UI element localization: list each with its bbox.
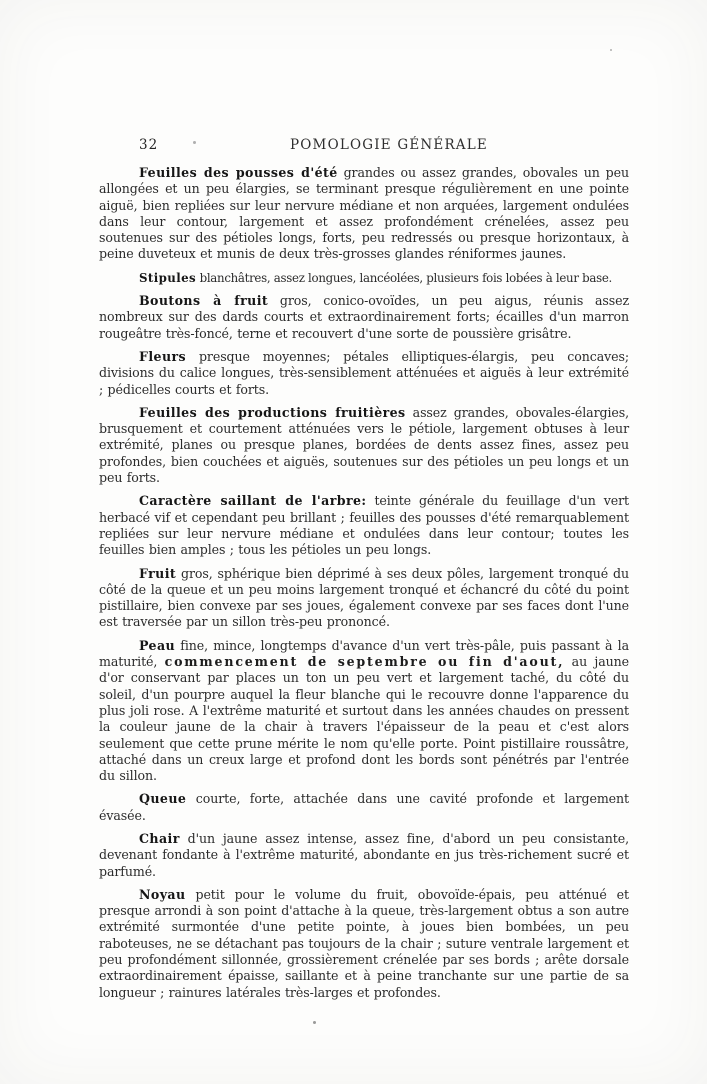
scan-speck — [610, 49, 612, 51]
paragraph-text: assez grandes, obovales-élargies, brusquement et courtement atténuées vers le pétiole, largement obtuses à leur extrémité, planes ou presque planes, bordées de dents assez fines, assez peu profondes, bien couchées et aiguës, soutenues sur des pétioles un peu longs et un peu forts. — [99, 404, 629, 486]
paragraph-chair — [99, 831, 629, 880]
paragraph-fruit — [99, 566, 629, 631]
paragraph-caractere-saillant-de-larbre — [99, 493, 629, 558]
paragraph-lead: Caractère saillant de l'arbre: — [139, 493, 367, 509]
paragraph-feuilles-des-pousses-dete — [99, 165, 629, 263]
paragraph-lead: Boutons à fruit — [139, 293, 269, 309]
paragraph-lead: Fleurs — [139, 348, 187, 364]
page-number: 32 — [139, 137, 159, 153]
paragraph-lead: Queue — [139, 791, 187, 807]
running-head — [99, 137, 629, 154]
running-title: POMOLOGIE GÉNÉRALE — [290, 137, 488, 153]
paragraph-lead: Noyau — [139, 886, 186, 902]
paragraph-text: gros, sphérique bien déprimé à ses deux pôles, largement tronqué du côté de la queue et un peu moins largement tronqué et échancré du côté du point pistillaire, bien convexe par ses joues, également convexe par ses faces dont l'une est traversée par un sillon très-peu prononcé. — [99, 565, 629, 630]
paragraph-boutons-a-fruit — [99, 293, 629, 342]
paragraph-lead: Fruit — [139, 565, 177, 581]
paragraph-text-after-emphasis: au jaune d'or conservant par places un ton un peu vert et largement taché, du côté du soleil, d'un pourpre auquel la fleur blanche qui le recouvre donne l'apparence du plus joli rose. A l'extrême maturité et surtout dans les années chaudes on pressent la couleur jaune de la chair à travers l'épaisseur de la peau et c'est alors seulement que cette prune mérite le nom qu'elle porte. Point pistillaire roussâtre, attaché dans un creux large et profond dont les bords sont pénétrés par l'entrée du sillon. — [99, 654, 629, 784]
paragraph-queue — [99, 791, 629, 824]
paragraph-text: blanchâtres, assez longues, lancéolées, plusieurs fois lobées à leur base. — [199, 270, 613, 285]
paragraph-lead: Feuilles des productions fruitières — [139, 404, 406, 420]
paragraph-text: d'un jaune assez intense, assez fine, d'abord un peu consistante, devenant fondante à l'extrême maturité, abondante en jus très-richement sucré et parfumé. — [99, 830, 629, 879]
scan-speck — [313, 1021, 316, 1024]
text-column — [99, 137, 629, 1001]
paragraph-peau — [99, 638, 629, 785]
paragraph-lead: Chair — [139, 830, 180, 846]
paragraph-lead: Feuilles des pousses d'été — [139, 165, 338, 180]
paragraph-text-before-emphasis: fine, mince, longtemps d'avance d'un vert très-pâle, puis passant à la maturité, — [99, 637, 630, 670]
paragraph-text: courte, forte, attachée dans une cavité profonde et largement évasée. — [99, 791, 630, 823]
paragraph-text: gros, conico-ovoïdes, un peu aigus, réunis assez nombreux sur des dards courts et extraordinairement forts; écailles d'un marron rougeâtre très-foncé, terne et recouvert d'une sorte de poussière grisâtre. — [99, 293, 630, 341]
paragraph-text: grandes ou assez grandes, obovales un peu allongées et un peu élargies, se terminant presque régulièrement en une pointe aiguë, bien repliées sur leur nervure médiane et non arquées, largement ondulées dans leur contour, largement et assez profondément crénelées, assez peu soutenues sur des pétioles longs, forts, peu redressés ou presque horizontaux, à peine duveteux et munis de deux très-grosses glandes réniformes jaunes. — [99, 165, 629, 262]
paragraph-lead: Stipules — [139, 270, 197, 285]
paragraph-emphasis: commencement de septembre ou fin d'aout, — [164, 654, 565, 670]
paragraph-fleurs — [99, 349, 629, 398]
paragraph-text: teinte générale du feuillage d'un vert herbacé vif et cependant peu brillant ; feuilles des pousses d'été remarquablement repliées sur leur nervure médiane et ondulées dans leur contour; toutes les feuilles bien amples ; tous les pétioles un peu longs. — [99, 493, 629, 558]
paragraph-lead: Peau — [139, 637, 176, 653]
paragraph-noyau — [99, 887, 629, 1001]
paragraph-feuilles-des-productions-fruitieres — [99, 405, 629, 486]
paragraph-stipules — [99, 270, 629, 286]
paragraph-text: presque moyennes; pétales elliptiques-élargis, peu concaves; divisions du calice longues, très-sensiblement atténuées et aiguës à leur extrémité ; pédicelles courts et forts. — [99, 348, 629, 397]
paragraph-text: petit pour le volume du fruit, obovoïde-épais, peu atténué et presque arrondi à son point d'attache à la queue, très-largement obtus a son autre extrémité surmontée d'une petite pointe, à joues bien bombées, un peu raboteuses, ne se détachant pas toujours de la chair ; suture ventrale largement et peu profondément sillonnée, grossièrement crénelée par ses bords ; arête dorsale extraordinairement épaisse, saillante et à peine tranchante sur une partie de sa longueur ; rainures latérales très-larges et profondes. — [99, 886, 629, 1000]
